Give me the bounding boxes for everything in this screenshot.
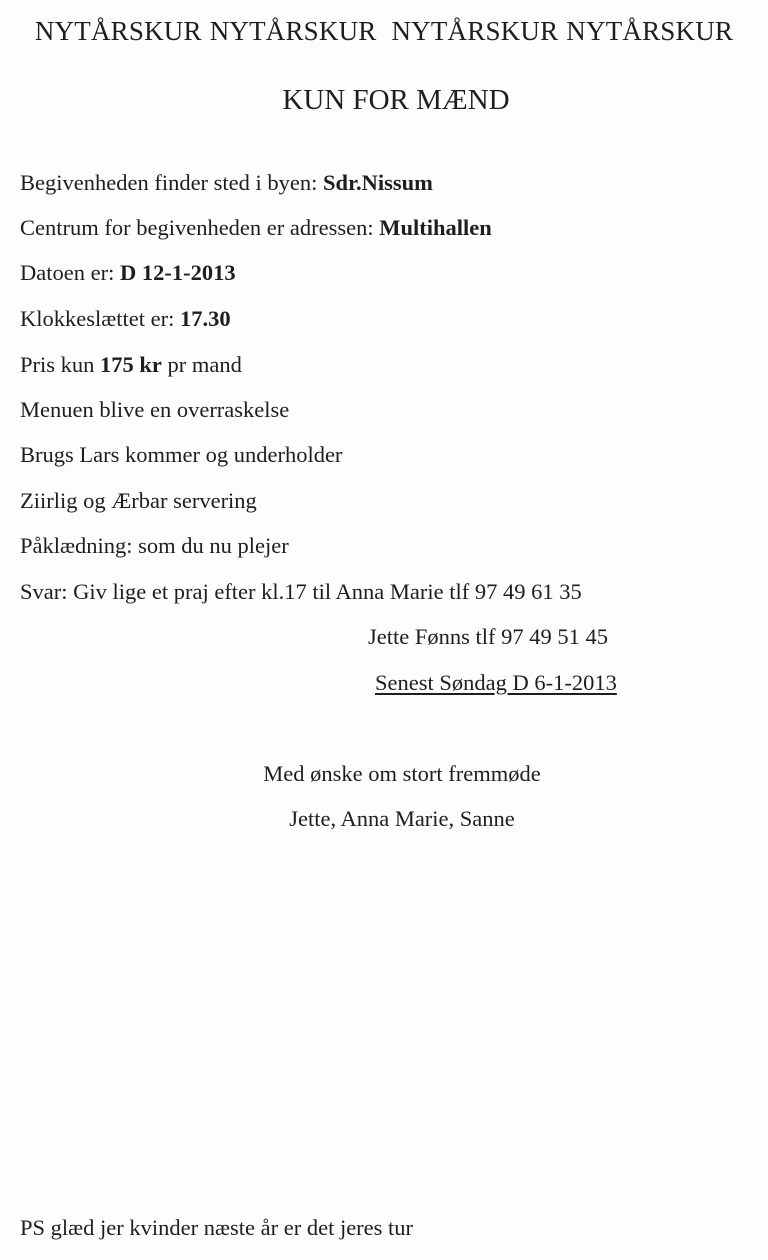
time-label: Klokkeslættet er: <box>20 306 175 331</box>
header-word: NYTÅRSKUR <box>209 16 377 46</box>
deadline-line: Senest Søndag D 6-1-2013 <box>375 670 617 695</box>
menu-line: Menuen blive en overraskelse <box>20 397 290 422</box>
header-word: NYTÅRSKUR <box>566 16 734 46</box>
closing-wish: Med ønske om stort fremmøde <box>263 761 541 786</box>
city-line <box>20 170 433 196</box>
date-value: D 12-1-2013 <box>119 260 236 285</box>
price-value: 175 kr <box>100 352 162 377</box>
time-value: 17.30 <box>179 306 231 331</box>
price-prefix: Pris kun <box>20 352 95 377</box>
page-title: KUN FOR MÆND <box>282 84 510 116</box>
city-value: Sdr.Nissum <box>323 170 433 195</box>
ps-note: PS glæd jer kvinder næste år er det jeres tur <box>20 1215 414 1240</box>
serving-line: Ziirlig og Ærbar servering <box>20 488 257 513</box>
rsvp-line: Svar: Giv lige et praj efter kl.17 til Anna Marie tlf 97 49 61 35 <box>20 579 582 604</box>
date-label: Datoen er: <box>20 260 115 285</box>
dress-line: Påklædning: som du nu plejer <box>20 533 289 558</box>
city-label: Begivenheden finder sted i byen: <box>20 170 318 195</box>
entertainment-line: Brugs Lars kommer og underholder <box>20 442 343 467</box>
time-line <box>20 306 231 332</box>
address-label: Centrum for begivenheden er adressen: <box>20 215 374 240</box>
header-word: NYTÅRSKUR <box>34 16 202 46</box>
header-word: NYTÅRSKUR <box>391 16 559 46</box>
rsvp-second-contact: Jette Fønns tlf 97 49 51 45 <box>368 624 608 649</box>
header-banner <box>0 16 768 47</box>
closing-signature: Jette, Anna Marie, Sanne <box>289 806 515 831</box>
address-line <box>20 215 492 241</box>
price-line <box>20 352 242 378</box>
date-line <box>20 260 236 286</box>
address-value: Multihallen <box>379 215 492 240</box>
price-suffix: pr mand <box>167 352 242 377</box>
